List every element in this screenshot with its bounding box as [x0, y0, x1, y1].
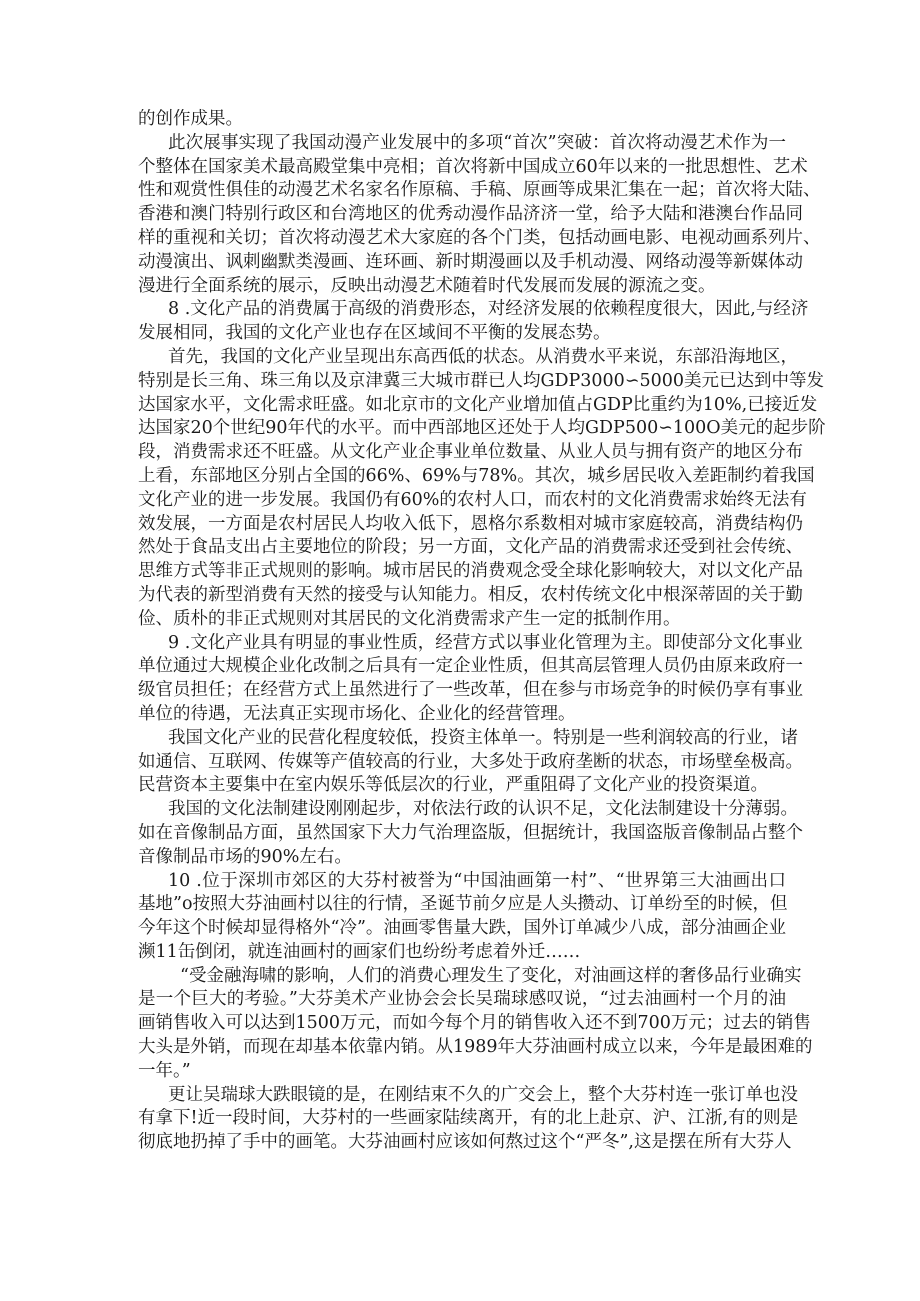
text-line: 基地”o按照大芬油画村以往的行情，圣诞节前夕应是人头攒动、订单纷至的时候，但	[138, 894, 788, 915]
text-line: 发展相同，我国的文化产业也存在区域间不平衡的发展态势。	[138, 323, 611, 344]
text-line: 彻底地扔掉了手中的画笔。大芬油画村应该如何熬过这个“严冬”,这是摆在所有大芬人	[138, 1132, 792, 1153]
text-line: 更让吴瑞球大跌眼镜的是，在刚结束不久的广交会上，整个大芬村连一张订单也没	[168, 1084, 798, 1105]
text-line: 是一个巨大的考验。”大芬美术产业协会会长吴瑞球感叹说，“过去油画村一个月的油	[138, 989, 786, 1010]
text-line: 思维方式等非正式规则的影响。城市居民的消费观念受全球化影响较大，对以文化产品	[138, 561, 803, 582]
text-line: 如通信、互联网、传媒等产值较高的行业，大多处于政府垄断的状态，市场壁垒极高。	[138, 751, 803, 772]
text-line: 为代表的新型消费有天然的接受与认知能力。相反，农村传统文化中根深蒂固的关于勤	[138, 584, 803, 605]
text-line: 画销售收入可以达到1500万元，而如今每个月的销售收入还不到700万元；过去的销售	[138, 1013, 811, 1034]
text-line: 濒11缶倒闭，就连油画村的画家们也纷纷考虑着外迁……	[138, 941, 581, 962]
text-line: 漫进行全面系统的展示，反映出动漫艺术随着时代发展而发展的源流之变。	[138, 275, 716, 296]
text-line: 个整体在国家美术最高殿堂集中亮相；首次将新中国成立60年以来的一批思想性、艺术	[138, 156, 808, 177]
text-line: 今年这个时候却显得格外“冷”。油画零售量大跌，国外订单减少八成，部分油画企业	[138, 918, 786, 939]
text-line: 达国家20个世纪90年代的水平。而中西部地区还处于人均GDP500∽100O美元的起步阶	[138, 418, 826, 439]
text-line: 9 .文化产业具有明显的事业性质，经营方式以事业化管理为主。即使部分文化事业	[168, 632, 803, 653]
text-line: 文化产业的进一步发展。我国仍有60%的农村人口，而农村的文化消费需求始终无法有	[138, 489, 807, 510]
text-line: 段，消费需求还不旺盛。从文化产业企事业单位数量、从业人员与拥有资产的地区分布	[138, 442, 803, 463]
text-line: 效发展，一方面是农村居民人均收入低下，恩格尔系数相对城市家庭较高，消费结构仍	[138, 513, 803, 534]
text-line: 达国家水平，文化需求旺盛。如北京市的文化产业增加值占GDP比重约为10%,已接近发	[138, 394, 818, 415]
text-line: 10 .位于深圳市郊区的大芬村被誉为“中国油画第一村”、“世界第三大油画出口	[168, 870, 786, 891]
text-line: 有拿下!近一段时间，大芬村的一些画家陆续离开，有的北上赴京、沪、江浙,有的则是	[138, 1108, 799, 1129]
text-line: 我国的文化法制建设刚刚起步，对依法行政的认识不足，文化法制建设十分薄弱。	[168, 799, 798, 820]
text-line: 大头是外销，而现在却基本依靠内销。从1989年大芬油画村成立以来，今年是最困难的	[138, 1037, 813, 1058]
text-line: 民营资本主要集中在室内娱乐等低层次的行业，严重阻碍了文化产业的投资渠道。	[138, 775, 768, 796]
text-line: 俭、质朴的非正式规则对其居民的文化消费需求产生一定的抵制作用。	[138, 608, 681, 629]
text-line: “受金融海啸的影响，人们的消费心理发生了变化，对油画这样的奢侈品行业确实	[180, 965, 802, 986]
text-line: 如在音像制品方面，虽然国家下大力气治理盗版，但据统计，我国盗版音像制品占整个	[138, 822, 803, 843]
text-line: 我国文化产业的民营化程度较低，投资主体单一。特别是一些利润较高的行业，诸	[168, 727, 798, 748]
text-line: 8 .文化产品的消费属于高级的消费形态，对经济发展的依赖程度很大，因此,与经济	[168, 299, 809, 320]
text-line: 单位通过大规模企业化改制之后具有一定企业性质，但其高层管理人员仍由原来政府一	[138, 656, 803, 677]
text-line: 一年。”	[138, 1060, 191, 1081]
text-line: 此次展事实现了我国动漫产业发展中的多项“首次”突破：首次将动漫艺术作为一	[168, 132, 786, 153]
text-line: 的创作成果。	[138, 109, 243, 129]
text-line: 特别是长三角、珠三角以及京津冀三大城市群已人均GDP3000∽5000美元已达到中等发	[138, 370, 825, 391]
text-line: 然处于食品支出占主要地位的阶段；另一方面，文化产品的消费需求还受到社会传统、	[138, 537, 803, 558]
text-line: 香港和澳门特别行政区和台湾地区的优秀动漫作品济济一堂，给予大陆和港澳台作品同	[138, 204, 803, 225]
text-line: 单位的待遇，无法真正实现市场化、企业化的经营管理。	[138, 703, 576, 724]
text-line: 动漫演出、讽刺幽默类漫画、连环画、新时期漫画以及手机动漫、网络动漫等新媒体动	[138, 251, 803, 272]
text-line: 样的重视和关切；首次将动漫艺术大家庭的各个门类，包括动画电影、电视动画系列片、	[138, 227, 821, 248]
text-line: 性和观赏性俱佳的动漫艺术名家名作原稿、手稿、原画等成果汇集在一起；首次将大陆、	[138, 180, 821, 201]
text-line: 首先，我国的文化产业呈现出东高西低的状态。从消费水平来说，东部沿海地区，	[168, 346, 798, 367]
document-body	[138, 108, 826, 1155]
text-line: 上看，东部地区分别占全国的66%、69%与78%。其次，城乡居民收入差距制约着我国	[138, 465, 815, 486]
text-line: 级官员担任；在经营方式上虽然进行了一些改革，但在参与市场竞争的时候仍享有事业	[138, 680, 803, 701]
text-line: 音像制品市场的90%左右。	[138, 846, 352, 867]
